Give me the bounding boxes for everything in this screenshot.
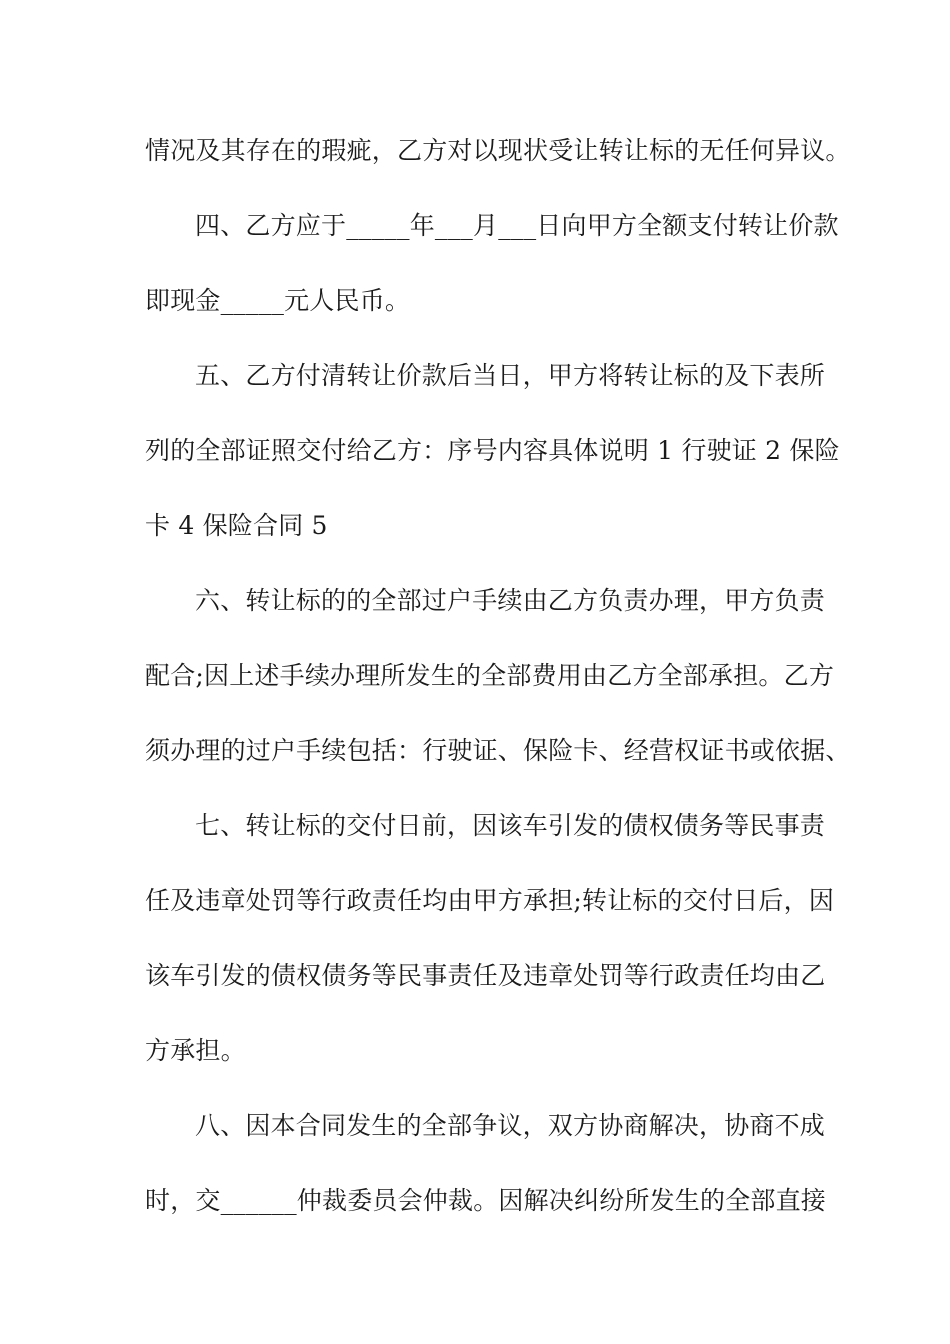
text-line: 时，交______仲裁委员会仲裁。因解决纠纷所发生的全部直接	[145, 1186, 827, 1215]
text-line: 配合;因上述手续办理所发生的全部费用由乙方全部承担。乙方	[145, 661, 835, 690]
text-line: 任及违章处罚等行政责任均由甲方承担;转让标的交付日后，因	[145, 886, 835, 915]
text-line: 方承担。	[145, 1036, 246, 1065]
clause-eight-line: 八、因本合同发生的全部争议，双方协商解决，协商不成	[195, 1111, 826, 1140]
text-line: 须办理的过户手续包括：行驶证、保险卡、经营权证书或依据、	[145, 736, 851, 765]
text-line: 即现金_____元人民币。	[145, 286, 411, 315]
clause-seven-line: 七、转让标的交付日前，因该车引发的债权债务等民事责	[195, 811, 826, 840]
text-line: 卡 4 保险合同 5	[145, 511, 328, 540]
clause-five-line: 五、乙方付清转让价款后当日，甲方将转让标的及下表所	[195, 361, 826, 390]
text-line: 情况及其存在的瑕疵，乙方对以现状受让转让标的无任何异议。	[145, 136, 851, 165]
clause-six-line: 六、转让标的的全部过户手续由乙方负责办理，甲方负责	[195, 586, 826, 615]
text-line: 列的全部证照交付给乙方：序号内容具体说明 1 行驶证 2 保险	[145, 436, 840, 465]
text-line: 该车引发的债权债务等民事责任及违章处罚等行政责任均由乙	[145, 961, 826, 990]
clause-four-line: 四、乙方应于_____年___月___日向甲方全额支付转让价款	[195, 211, 839, 240]
